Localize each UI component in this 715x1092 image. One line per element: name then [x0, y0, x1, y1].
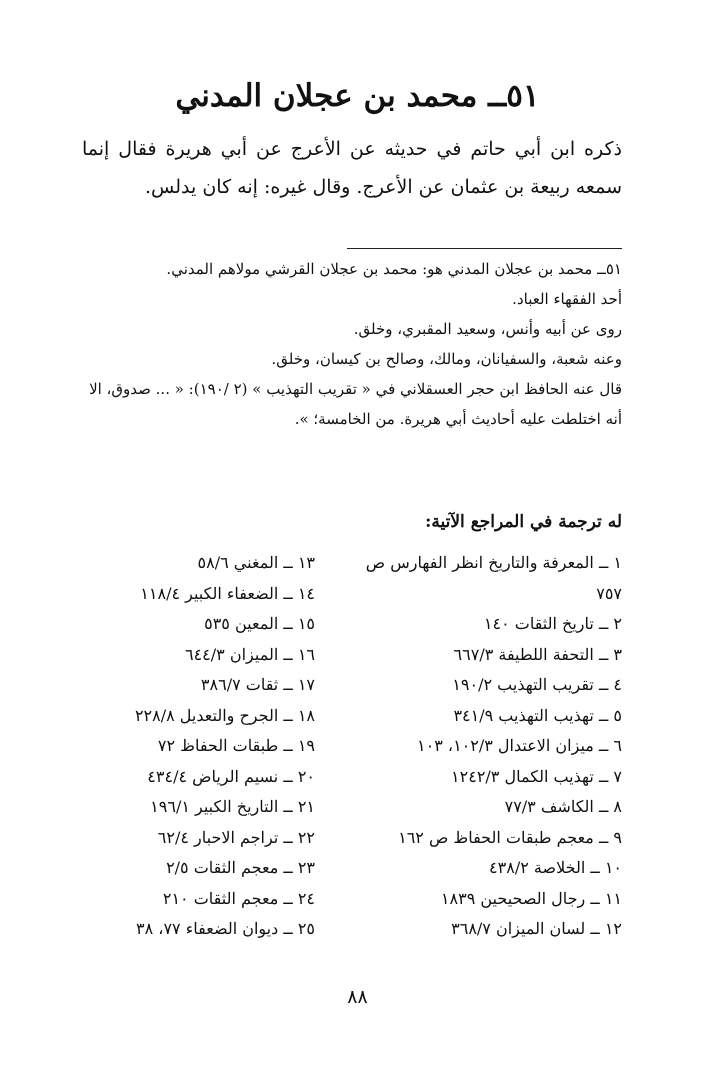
- reference-item: ٩ ــ معجم طبقات الحفاظ ص ١٦٢: [398, 827, 622, 847]
- references-heading: له ترجمة في المراجع الآتية:: [425, 512, 622, 532]
- reference-item: ٥ ــ تهذيب التهذيب ٣٤١/٩: [453, 705, 622, 725]
- references-list-left: [75, 548, 315, 945]
- footnote-line: وعنه شعبة، والسفيانان، ومالك، وصالح بن كيسان، وخلق.: [271, 350, 622, 368]
- entry-intro: ذكره ابن أبي حاتم في حديثه عن الأعرج عن أبي هريرة فقال إنما سمعه ربيعة بن عثمان عن الأعرج. وقال غيره: إنه كان يدلس.: [82, 138, 622, 198]
- reference-item: ١٨ ــ الجرح والتعديل ٢٢٨/٨: [134, 705, 315, 725]
- reference-item: ٤ ــ تقريب التهذيب ١٩٠/٢: [452, 675, 622, 694]
- footnote-line: أحد الفقهاء العباد.: [512, 290, 622, 308]
- reference-item: ١٤ ــ الضعفاء الكبير ١١٨/٤: [140, 583, 315, 603]
- references-list-right: [352, 548, 622, 945]
- reference-item: ٧ ــ تهذيب الكمال ١٢٤٢/٣: [451, 766, 622, 786]
- footnote-separator: [347, 248, 622, 249]
- footnote: [82, 254, 622, 434]
- reference-item: ٦ ــ ميزان الاعتدال ١٠٢/٣، ١٠٣: [417, 736, 622, 755]
- page-number: ٨٨: [347, 986, 368, 1008]
- reference-item: ١٦ ــ الميزان ٦٤٤/٣: [184, 644, 315, 664]
- footnote-line: ٥١ــ محمد بن عجلان المدني هو: محمد بن عجلان القرشي مولاهم المدني.: [166, 260, 622, 278]
- footnote-line: قال عنه الحافظ ابن حجر العسقلاني في « تقريب التهذيب » (٢ /١٩٠): « ... صدوق، الا أنه اختلطت عليه أحاديث أبي هريرة. من الخامسة؛ ».: [89, 380, 622, 428]
- reference-item: ٢١ ــ التاريخ الكبير ١٩٦/١: [150, 797, 315, 816]
- reference-item: ١٠ ــ الخلاصة ٤٣٨/٢: [489, 858, 622, 877]
- footnote-line: روى عن أبيه وأنس، وسعيد المقبري، وخلق.: [353, 320, 622, 338]
- reference-item: ١١ ــ رجال الصحيحين ١٨٣٩: [440, 888, 622, 908]
- reference-item: ١ ــ المعرفة والتاريخ انظر الفهارس ص ٧٥٧: [365, 553, 622, 603]
- reference-item: ٢٠ ــ نسيم الرياض ٤٣٤/٤: [147, 766, 315, 786]
- reference-item: ١٧ ــ ثقات ٣٨٦/٧: [200, 675, 315, 694]
- reference-item: ٢٢ ــ تراجم الاحبار ٦٢/٤: [157, 827, 315, 847]
- reference-item: ١٢ ــ لسان الميزان ٣٦٨/٧: [451, 919, 622, 938]
- reference-item: ٢٥ ــ ديوان الضعفاء ٧٧، ٣٨: [136, 919, 315, 938]
- reference-item: ١٥ ــ المعين ٥٣٥: [204, 614, 315, 633]
- reference-item: ٢٣ ــ معجم الثقات ٢/٥: [166, 858, 315, 877]
- reference-item: ١٩ ــ طبقات الحفاظ ٧٢: [157, 736, 315, 755]
- reference-item: ٣ ــ التحفة اللطيفة ٦٦٧/٣: [453, 644, 622, 664]
- reference-item: ١٣ ــ المغني ٥٨/٦: [197, 553, 315, 572]
- reference-item: ٢ ــ تاريخ الثقات ١٤٠: [483, 614, 622, 633]
- reference-item: ٨ ــ الكاشف ٧٧/٣: [504, 797, 622, 816]
- reference-item: ٢٤ ــ معجم الثقات ٢١٠: [162, 888, 315, 908]
- entry-title: ٥١ــ محمد بن عجلان المدني: [175, 78, 540, 114]
